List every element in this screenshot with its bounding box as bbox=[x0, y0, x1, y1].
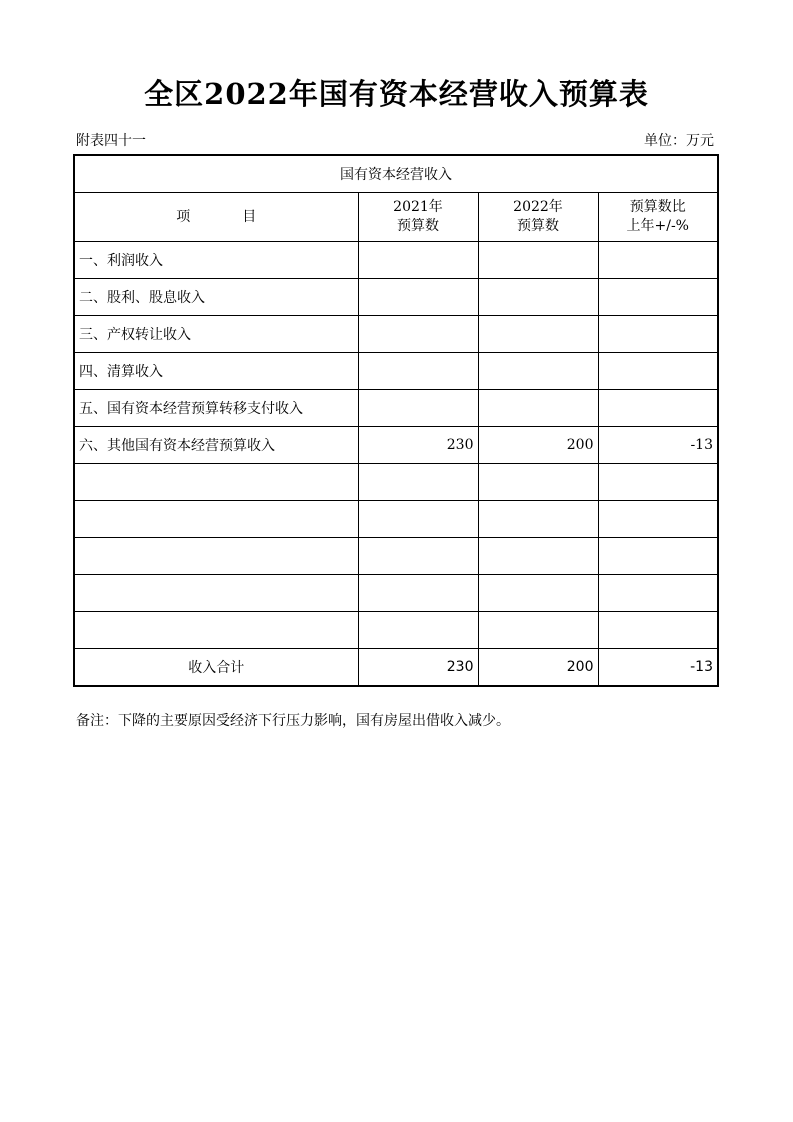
row-value-2021 bbox=[358, 279, 478, 316]
row-value-2022 bbox=[478, 390, 598, 427]
table-row bbox=[74, 464, 718, 501]
row-value-2021 bbox=[358, 501, 478, 538]
row-value-2021 bbox=[358, 575, 478, 612]
row-value-2021 bbox=[358, 316, 478, 353]
row-value-2022: 200 bbox=[478, 427, 598, 464]
row-value-2022 bbox=[478, 316, 598, 353]
row-value-2022 bbox=[478, 612, 598, 649]
row-label: 一、利润收入 bbox=[74, 242, 358, 279]
row-label: 四、清算收入 bbox=[74, 353, 358, 390]
row-label bbox=[74, 612, 358, 649]
row-value-2022 bbox=[478, 279, 598, 316]
row-label: 六、其他国有资本经营预算收入 bbox=[74, 427, 358, 464]
table-row bbox=[74, 575, 718, 612]
total-value-ratio: -13 bbox=[598, 649, 718, 687]
table-row bbox=[74, 538, 718, 575]
table-row bbox=[74, 316, 718, 353]
row-label: 三、产权转让收入 bbox=[74, 316, 358, 353]
column-header-ratio bbox=[598, 193, 718, 242]
row-label bbox=[74, 501, 358, 538]
annex-label: 附表四十一 bbox=[76, 133, 146, 149]
row-value-2021 bbox=[358, 242, 478, 279]
column-header-2021-line2: 预算数 bbox=[397, 218, 439, 234]
row-label bbox=[74, 464, 358, 501]
row-value-2021 bbox=[358, 464, 478, 501]
row-value-ratio: -13 bbox=[598, 427, 718, 464]
row-value-ratio bbox=[598, 353, 718, 390]
column-header-item-part2: 目 bbox=[242, 208, 257, 225]
column-header-item bbox=[74, 193, 358, 242]
table-row bbox=[74, 353, 718, 390]
row-label: 五、国有资本经营预算转移支付收入 bbox=[74, 390, 358, 427]
total-value-2021: 230 bbox=[358, 649, 478, 687]
row-value-2022 bbox=[478, 575, 598, 612]
row-value-ratio bbox=[598, 575, 718, 612]
table-row bbox=[74, 279, 718, 316]
table-row bbox=[74, 242, 718, 279]
table-row bbox=[74, 427, 718, 464]
row-value-2022 bbox=[478, 501, 598, 538]
unit-label: 单位：万元 bbox=[644, 133, 714, 149]
row-value-ratio bbox=[598, 316, 718, 353]
row-label bbox=[74, 575, 358, 612]
table-row bbox=[74, 501, 718, 538]
column-header-2021 bbox=[358, 193, 478, 242]
row-value-ratio bbox=[598, 612, 718, 649]
row-value-ratio bbox=[598, 390, 718, 427]
row-value-2021 bbox=[358, 353, 478, 390]
row-value-ratio bbox=[598, 538, 718, 575]
row-label bbox=[74, 538, 358, 575]
total-label: 收入合计 bbox=[74, 649, 358, 687]
row-value-2022 bbox=[478, 353, 598, 390]
row-value-ratio bbox=[598, 501, 718, 538]
column-header-2021-line1: 2021年 bbox=[393, 199, 443, 215]
footnote: 备注：下降的主要原因受经济下行压力影响，国有房屋出借收入减少。 bbox=[76, 713, 510, 729]
total-row bbox=[74, 649, 718, 687]
row-value-2021: 230 bbox=[358, 427, 478, 464]
section-header: 国有资本经营收入 bbox=[74, 155, 718, 193]
row-value-ratio bbox=[598, 242, 718, 279]
column-header-ratio-line2: 上年+/-% bbox=[626, 218, 689, 234]
column-header-item-part1: 项 bbox=[176, 208, 191, 225]
column-header-ratio-line1: 预算数比 bbox=[629, 199, 686, 215]
row-value-2021 bbox=[358, 538, 478, 575]
column-header-row bbox=[74, 193, 718, 242]
row-value-2022 bbox=[478, 464, 598, 501]
row-value-2021 bbox=[358, 390, 478, 427]
budget-table bbox=[73, 154, 719, 687]
section-header-row bbox=[74, 155, 718, 193]
row-value-2021 bbox=[358, 612, 478, 649]
table-row bbox=[74, 390, 718, 427]
column-header-2022-line1: 2022年 bbox=[513, 199, 563, 215]
row-value-ratio bbox=[598, 279, 718, 316]
total-value-2022: 200 bbox=[478, 649, 598, 687]
table-row bbox=[74, 612, 718, 649]
column-header-2022-line2: 预算数 bbox=[517, 218, 559, 234]
row-label: 二、股利、股息收入 bbox=[74, 279, 358, 316]
row-value-2022 bbox=[478, 538, 598, 575]
page-title: 全区2022年国有资本经营收入预算表 bbox=[144, 77, 649, 111]
row-value-ratio bbox=[598, 464, 718, 501]
row-value-2022 bbox=[478, 242, 598, 279]
column-header-2022 bbox=[478, 193, 598, 242]
